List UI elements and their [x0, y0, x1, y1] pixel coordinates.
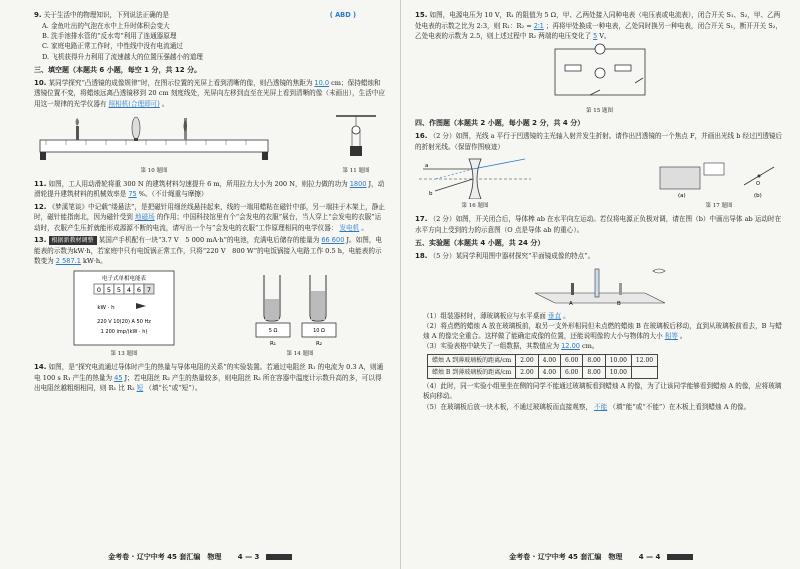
question-text: 某国产手机配有一块“3.7 V 5 000 mA·h”的电池，充满电后储存的能量为 — [98, 235, 320, 244]
answer-blank: 2∶1 — [533, 21, 544, 30]
resistor-label: R₁ — [269, 341, 277, 348]
question-text: 如图，工人用动滑轮将重 300 N 的建筑材料匀速提升 6 m，所用拉力大小为 200 N，则拉力做的功为 — [48, 179, 348, 188]
answer-blank: 短 — [136, 384, 144, 392]
table-row — [428, 354, 658, 366]
figure-caption: 第 11 题图 — [342, 168, 370, 175]
answer-blank: 照相机(合理即可) — [108, 99, 160, 108]
resistor-value: 10 Ω — [313, 328, 325, 335]
question-text: %。（不计绳重与摩擦） — [138, 190, 208, 199]
figure-15 — [415, 43, 784, 115]
question-text: （4）此时，同一实验小组里坐在侧的同学不能通过玻璃板看到蜡烛 A 的像，为了让该同学能够看到蜡烛 A 的像，应将玻璃板向 — [423, 382, 782, 401]
answer-blank: 5 — [593, 32, 598, 41]
meter-digit: 0 — [96, 286, 102, 295]
figure-10 — [34, 112, 274, 176]
answer-blank: 75 — [128, 190, 137, 199]
sub-question-2 — [415, 321, 784, 341]
question-11 — [34, 179, 386, 200]
question-text: 某同学探究“凸透镜的成像规律”时，在图示位置的光屏上看到清晰的像，则凸透镜的焦距为 — [48, 78, 313, 87]
question-12 — [34, 202, 386, 233]
resistor-value: 5 Ω — [268, 328, 278, 335]
question-text: cm。 — [581, 342, 599, 351]
meter-digit: 7 — [146, 286, 152, 295]
page-number: 4 — 4 — [638, 553, 661, 562]
footer-title: 金考卷 · 辽宁中考 45 套汇编 物理 — [108, 553, 222, 562]
energy-meter-illustration — [72, 269, 176, 347]
question-text: （填“能”或“不能”）在木板上看到蜡烛 A 的像。 — [609, 402, 751, 411]
meter-digit: 5 — [116, 286, 122, 295]
option-d: D. 飞机获得升力利用了流速越大的位置压强越小的道理 — [42, 52, 203, 61]
candle-label: B — [616, 301, 621, 308]
meter-constant: 1 200 imp/(kW · h) — [100, 329, 148, 336]
figure-caption: 第 14 题图 — [286, 351, 314, 358]
figure-row-13-14 — [34, 269, 386, 359]
circuit-diagram — [535, 43, 665, 103]
question-number: 11. — [34, 179, 47, 188]
meter-unit: kW · h — [97, 305, 115, 312]
option-a: A. 金鱼吐出的气泡在水中上升时体积会变大 — [42, 21, 170, 30]
answer-choice: ( ABD ) — [329, 11, 356, 19]
question-text: 的作用；中国科技馆里有个“会发电的衣服”展台，当人穿上“会发电的衣服”运动时，衣服产生压折就能形成源源不断的电流，请写出一个与“会发电的衣服”工作原理相同的电学仪器： — [34, 213, 382, 232]
answer-blank: 10.0 — [314, 78, 330, 87]
figure-13 — [72, 269, 176, 359]
question-number: 10. — [34, 78, 47, 87]
answer-blank: 1800 — [349, 179, 367, 188]
meter-rating: 220 V 10(20) A 50 Hz — [97, 319, 151, 326]
data-table — [427, 354, 658, 380]
joule-heating-apparatus-illustration — [252, 269, 348, 347]
answer-blank: 2 587.1 — [55, 256, 81, 265]
page-number: 4 — 3 — [237, 553, 260, 562]
question-text: cm；保持蜡烛和透镜位置不变，将蜡烛远离凸透镜移到 20 cm 刻度线处，光屏向左移到直至在光屏上看到清晰的像（未画出），生活中应用这一规律的光学仪器有 — [34, 78, 386, 108]
table-cell: 4.00 — [538, 366, 560, 378]
candle-label: A — [568, 301, 573, 308]
table-cell: 10.00 — [605, 354, 631, 366]
optical-bench-illustration — [34, 112, 274, 164]
figure-16 — [415, 155, 535, 211]
question-number: 18. — [415, 251, 428, 260]
question-text: J，动滑轮提升建筑材料的机械效率是 — [34, 179, 385, 199]
concave-lens-diagram — [415, 155, 535, 199]
question-text: J。如图，电能表的示数为 — [34, 235, 383, 255]
question-text: （填“长”或“短”）。 — [145, 384, 202, 392]
question-15 — [415, 10, 784, 41]
question-text: ；再将甲处换成一种电表，乙处同时换另一种电表，闭合开关 S₁，断开开关 S₂，乙处电表的示数为 2.5，则上述过程中 R₂ 两端的电压变化了 — [415, 21, 782, 41]
question-17 — [415, 214, 784, 235]
answer-blank: 不能 — [594, 402, 608, 411]
table-cell — [631, 366, 657, 378]
question-10 — [34, 78, 386, 109]
motor-rail-diagram — [654, 155, 784, 199]
answer-blank: 发电机 — [339, 223, 360, 232]
question-text: V。 — [599, 32, 611, 41]
ray-label: b — [429, 190, 433, 197]
table-cell: 蜡烛 A 到薄玻璃板的距离/cm — [428, 354, 516, 366]
sub-question-4 — [415, 381, 784, 401]
question-number: 12. — [34, 202, 47, 211]
question-number: 17. — [415, 214, 428, 223]
answer-blank: 垂直 — [547, 311, 562, 320]
table-cell: 10.00 — [605, 366, 631, 378]
question-16 — [415, 131, 784, 152]
answer-blank: 12.00 — [561, 342, 580, 351]
table-cell: 4.00 — [538, 354, 560, 366]
section-heading-4: 四、作图题（本题共 2 小题，每小题 2 分，共 4 分） — [415, 119, 585, 128]
eye-icon — [653, 269, 665, 273]
question-18 — [415, 251, 784, 262]
question-text: 。 — [679, 332, 687, 341]
question-text: 如图，是“探究电流通过导体时产生的热量与导体电阻的关系”的实验装置。若通过电阻丝 R₁ 的电流为 0.3 A，则通电 100 s R₁ 产生的热量为 — [34, 362, 384, 382]
sub-question-3 — [415, 341, 784, 351]
pulley-illustration — [326, 112, 386, 164]
sub-question-1 — [415, 311, 784, 321]
page-footer — [401, 552, 800, 563]
figure-row-16-17 — [415, 155, 784, 211]
figure-caption: 第 15 题图 — [586, 107, 613, 114]
subfigure-label: (a) — [678, 192, 686, 199]
table-cell: 12.00 — [631, 354, 657, 366]
question-14 — [34, 362, 386, 393]
meter-digit: 4 — [126, 286, 132, 295]
plane-mirror-setup-illustration — [525, 263, 675, 307]
page-footer — [0, 552, 400, 563]
table-cell: 6.00 — [561, 354, 583, 366]
question-text: （2 分）如图，开关闭合后，导体棒 ab 在水平向左运动。若仅将电源正负极对调，请在图（b）中画出导体 ab 运动时在水平方向上受到的力的示意图（O 点是导体 ab 的重心）。 — [415, 214, 782, 234]
meter-digits — [94, 284, 154, 294]
question-number: 16. — [415, 131, 428, 140]
figure-caption: 第 10 题图 — [140, 168, 168, 175]
subfigure-label: (b) — [754, 192, 762, 199]
table-cell: 8.00 — [583, 354, 605, 366]
question-number: 15. — [415, 11, 428, 19]
meter-title: 电子式单相电能表 — [101, 276, 147, 283]
figure-14 — [252, 269, 348, 359]
question-text: 关于生活中的物理知识，下列说法正确的是 — [43, 11, 169, 19]
question-text: 。 — [361, 223, 368, 232]
answer-blank: 45 — [114, 373, 123, 382]
table-cell: 8.00 — [583, 366, 605, 378]
figure-caption: 第 17 题图 — [705, 203, 733, 210]
figure-18 — [415, 263, 784, 310]
question-text: （2）将点燃的蜡烛 A 放在玻璃板前，取另一支外形相同但未点燃的蜡烛 B 在玻璃板后移动，直到从玻璃板前看去，B 与蜡烛 A 的像完全重合。这样做了能确定成像的位置，还能说明像的大小与物体的大小 — [423, 321, 782, 341]
footer-bar — [667, 554, 693, 560]
footer-title: 金考卷 · 辽宁中考 45 套汇编 物理 — [509, 553, 623, 562]
footer-bar — [266, 554, 292, 560]
question-text: 《梦溪笔谈》中记载“缕悬法”，是把磁针用细丝线悬挂起来，线的一端用蜡粘在磁针中部，另一端挂于木架上，静止时，磁针能指南北，因为磁针受到 — [34, 202, 385, 222]
question-number: 13. — [34, 235, 47, 244]
table-cell: 2.00 — [516, 354, 538, 366]
table-cell: 蜡烛 B 到薄玻璃板的距离/cm — [428, 366, 516, 378]
question-9 — [34, 10, 386, 62]
question-text: （3）实验表格中缺失了一组数据，其数值应为 — [423, 342, 560, 351]
question-text: 。 — [161, 99, 169, 108]
resistor-label: R₂ — [315, 341, 323, 348]
answer-blank: 相等 — [664, 332, 678, 341]
answer-blank: 66 600 — [321, 235, 345, 244]
figure-row-10-11 — [34, 112, 386, 176]
center-label: O — [756, 180, 760, 187]
meter-digit: 6 — [136, 286, 142, 295]
question-text: J；若电阻丝 R₂ 产生的热量较多，则电阻丝 R₂ 所在容器中温度计示数升高的多，可以得出电阻丝越粗细相同，则 R₁ 比 R₂ — [34, 373, 382, 392]
option-b: B. 洗手池排水管的“反水弯”利用了连通器原理 — [42, 32, 177, 41]
ray-label: a — [425, 162, 429, 169]
figure-17 — [654, 155, 784, 211]
right-page — [400, 0, 800, 569]
meter-digit: 5 — [106, 286, 112, 295]
figure-11 — [326, 112, 386, 176]
question-number: 9. — [34, 11, 42, 19]
figure-caption: 第 16 题图 — [461, 203, 489, 210]
question-text: 。 — [563, 311, 570, 320]
question-text: （5 分）某同学利用图中器材探究“平面镜成像的特点”。 — [429, 251, 595, 260]
question-text: kW·h，若家庭中只有电饭锅正常工作，只将“220 V 800 W”的电饭锅接入电路工作 0.5 h，电能表的示数变为 — [34, 246, 382, 265]
option-c: C. 家庭电路正常工作时，中性线中没有电流通过 — [42, 42, 183, 51]
question-number: 14. — [34, 362, 47, 371]
question-13 — [34, 235, 386, 266]
new-textbook-badge: 根据新教材调整 — [49, 236, 97, 245]
question-text: 如图，电源电压为 10 V，R₁ 的阻值为 5 Ω，甲、乙两处接入同种电表（电压表或电流表），闭合开关 S₁、S₂，甲、乙两处电表的示数之比为 2:3，则 R₁：R₂ = — [415, 11, 781, 30]
section-heading-3: 三、填空题（本题共 6 小题，每空 1 分，共 12 分。 — [34, 65, 202, 74]
section-heading-5: 五、实验题（本题共 4 小题，共 24 分） — [415, 238, 545, 247]
question-text: （1）组装器材时，薄玻璃板应与水平桌面 — [423, 311, 546, 320]
sub-question-5 — [415, 402, 784, 412]
question-text: （5）在玻璃板后放一块木板，不通过玻璃板而直接观察， — [423, 402, 593, 411]
table-row — [428, 366, 658, 378]
answer-blank: 地磁场 — [134, 213, 155, 222]
table-cell: 2.00 — [516, 366, 538, 378]
question-text: kW·h。 — [82, 256, 107, 265]
table-cell: 6.00 — [561, 366, 583, 378]
question-text: （2 分）如图，光线 a 平行于凹透镜的主光轴入射并发生折射。请作出凹透镜的一个焦点 F，并画出光线 b 经过凹透镜后的折射光线。（保留作图痕迹） — [415, 131, 783, 151]
figure-caption: 第 13 题图 — [110, 351, 138, 358]
question-text: 移动。 — [436, 392, 456, 401]
